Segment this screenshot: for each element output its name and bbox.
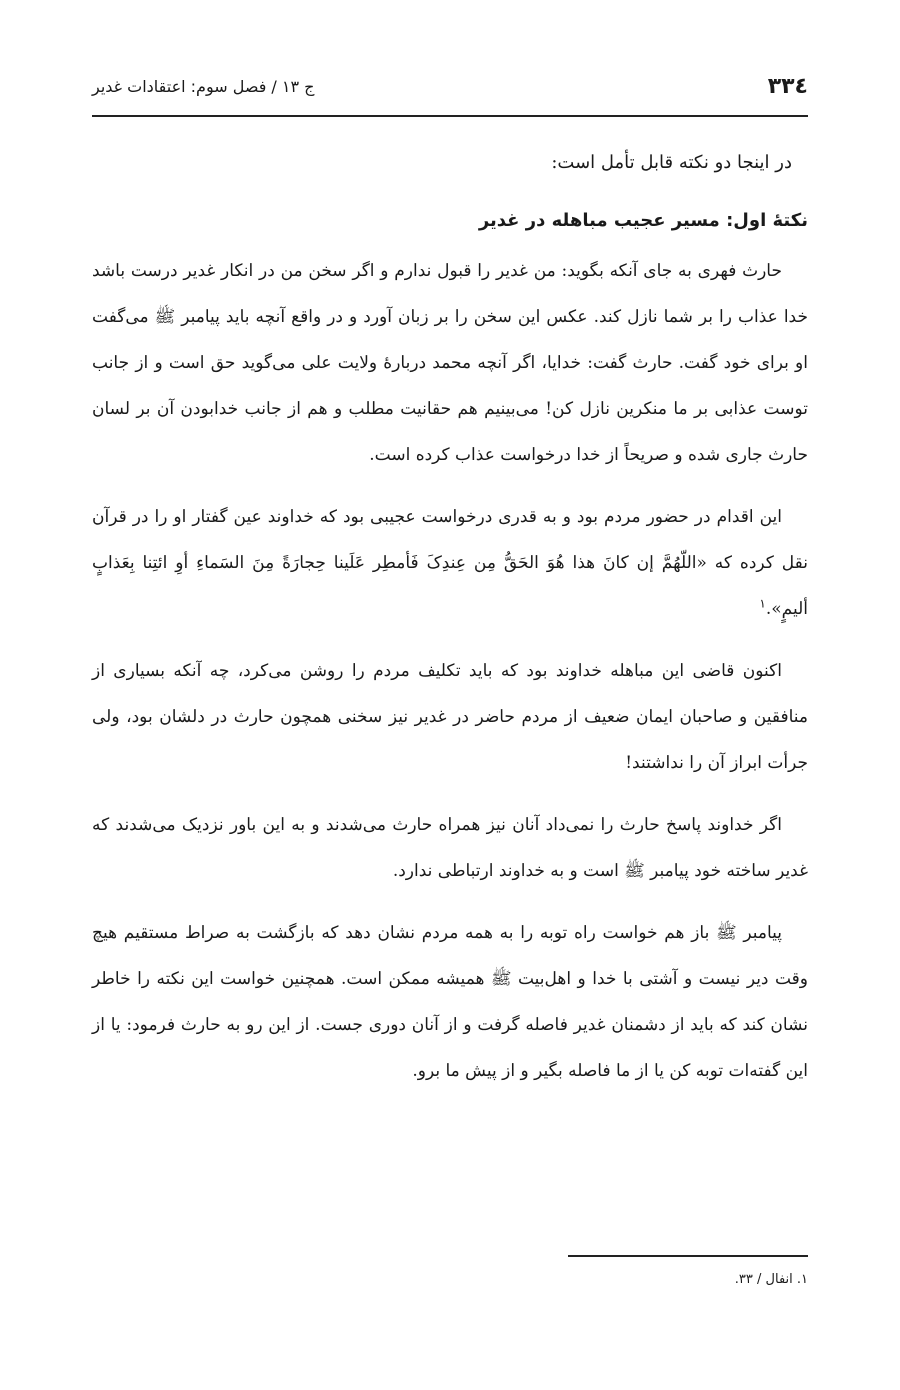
paragraph-1: حارث فهری به جای آنکه بگوید: من غدیر را قبول ندارم و اگر سخن من در انکار غدیر درست باشد خدا عذاب را بر شما نازل کند. عکس این سخن را بر زبان آورد و در واقع آنچه باید پیامبر ﷺ می‌گفت او برای خود گفت. حارث گفت: خدایا، اگر آنچه محمد دربارۀ ولایت علی می‌گوید حق است و از جانب توست عذابی بر ما منکرین نازل کن! می‌بینیم هم حقانیت مطلب و هم از جانب خدابودن آن بر لسان حارث جاری شده و صریحاً از خدا درخواست عذاب کرده است. <box>92 261 808 465</box>
paragraph-2 <box>92 494 808 632</box>
paragraph-2-text: این اقدام در حضور مردم بود و به قدری درخواست عجیبی بود که خداوند عین گفتار او را در قرآن نقل کرده که «اللّهُمَّ إن کانَ هذا هُوَ الحَقُّ مِن عِندِکَ فَأمطِر عَلَینا حِجارَةً مِنَ السَماءِ أوِ ائتِنا بِعَذابٍ ألیمٍ». <box>92 507 808 619</box>
paragraph-4: اگر خداوند پاسخ حارث را نمی‌داد آنان نیز همراه حارث می‌شدند و به این باور نزدیک می‌شدند که غدیر ساخته خود پیامبر ﷺ است و به خداوند ارتباطی ندارد. <box>92 815 808 881</box>
footnote-reference[interactable]: ۱ <box>759 596 766 611</box>
page-body <box>92 140 808 1110</box>
footnote-divider <box>568 1255 808 1257</box>
section-heading: نکتۀ اول: مسیر عجیب مباهله در غدیر <box>478 210 808 231</box>
header-divider <box>92 115 808 117</box>
page-number: ۳۳٤ <box>767 73 808 99</box>
page <box>92 0 808 1390</box>
running-head: ج ۱۳ / فصل سوم: اعتقادات غدیر <box>92 76 315 96</box>
paragraph-5: پیامبر ﷺ باز هم خواست راه توبه را به همه مردم نشان دهد که بازگشت به صراط مستقیم هیچ وقت دیر نیست و آشتی با خدا و اهل‌بیت ﷺ همیشه ممکن است. همچنین خواست این نکته را خاطر نشان کند که باید از دشمنان غدیر فاصله گرفت و از آنان دوری جست. از این رو به حارث فرمود: یا از این گفته‌ات توبه کن یا از ما فاصله بگیر و از پیش ما برو. <box>92 923 808 1081</box>
intro-line: در اینجا دو نکته قابل تأمل است: <box>551 152 792 173</box>
page-header <box>92 66 808 106</box>
paragraph-3: اکنون قاضی این مباهله خداوند بود که باید تکلیف مردم را روشن می‌کرد، چه آنکه بسیاری از منافقین و صاحبان ایمان ضعیف از مردم حاضر در غدیر نیز سخنی همچون حارث در دلشان بود، ولی جرأت ابراز آن را نداشتند! <box>92 661 808 773</box>
footnote: ۱. انفال / ۳۳. <box>734 1272 808 1287</box>
